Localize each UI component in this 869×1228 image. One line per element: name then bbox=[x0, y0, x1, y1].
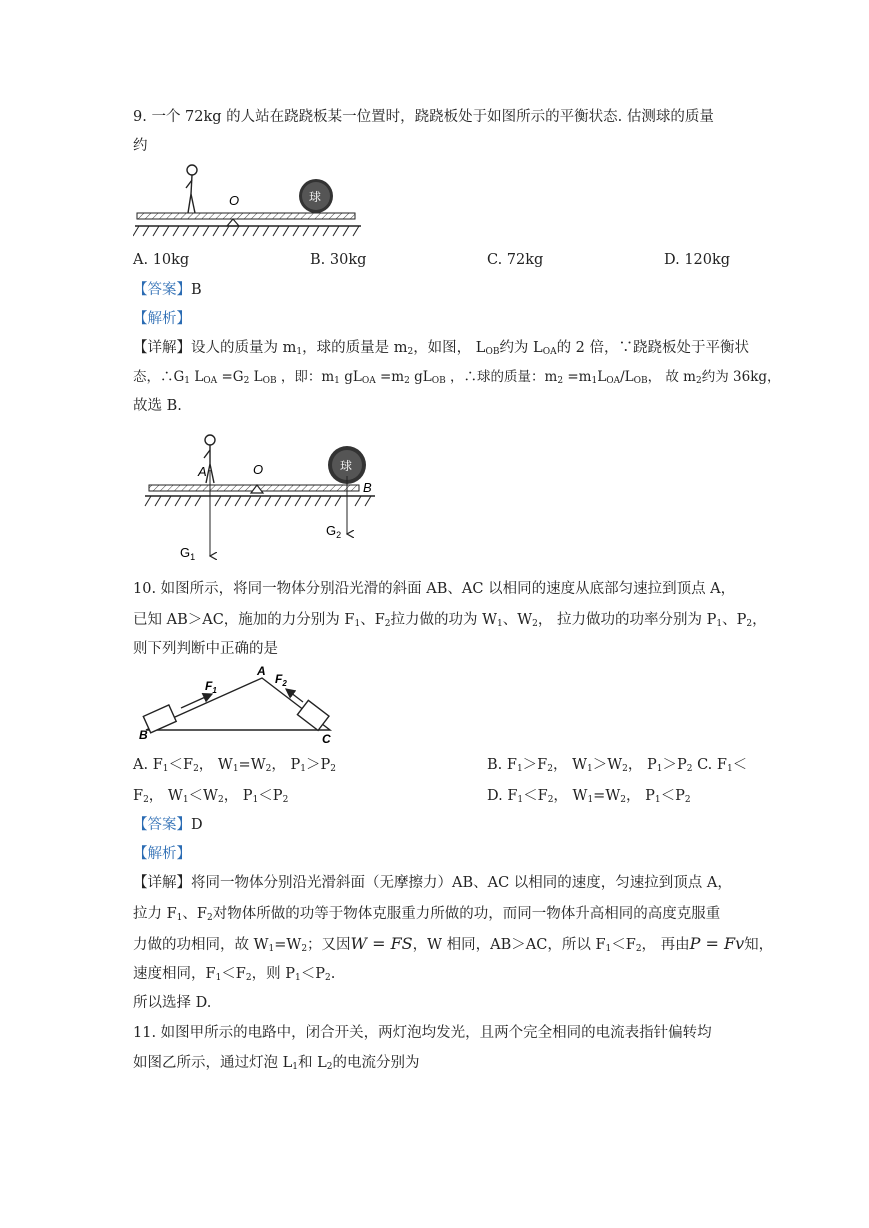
svg-text:球: 球 bbox=[309, 190, 322, 204]
q9-detail-line2: 态，$\therefore G_1$ $L_{OA} =G_2$ $L_{OB}$ ，即：$m_1$ $gL_{OA} =m_2$ $gL_{OB}$ ，∴球的质量：$m_2 =m_1L_{OA}/L_{OB}$， 故 $m_2$约为 36kg， bbox=[133, 369, 781, 386]
q10-detail-line3: 力做的功相同，故 $W_1=W_2$；又因W = FS，W 相同，AB＞AC，所以 $F_1<F_2$， 再由P = Fv知， bbox=[133, 934, 774, 954]
q10-incline-figure bbox=[136, 664, 342, 746]
q10-option-a: A. $F_1<F_2$， $W_1=W_2$， $P_1>P_2$ bbox=[133, 757, 336, 774]
q9-option-a: A. 10kg bbox=[133, 252, 190, 268]
q10-option-c: $F_2$， $W_1<W_2$， $P_1<P_2$ bbox=[133, 788, 289, 805]
pivot-label: O bbox=[229, 193, 240, 208]
q9-option-d: D. 120kg bbox=[664, 252, 731, 268]
q10-answer bbox=[133, 815, 203, 835]
q9-analysis-tag: 【解析】 bbox=[133, 311, 191, 327]
q10-stem-line3: 则下列判断中正确的是 bbox=[133, 641, 278, 657]
q9-detail-line1: 【详解】设人的质量为 $m_1$，球的质量是 $m_2$，如图， $L_{OB}$约为 $L_{OA}$的 2 倍，∵跷跷板处于平衡状 bbox=[133, 340, 750, 357]
answer-tag: 【答案】 bbox=[133, 817, 191, 833]
q10-detail-line4: 速度相同，$F_1<F_2$，则 $P_1<P_2$. bbox=[133, 966, 336, 983]
formula-w-fs: W = FS bbox=[350, 934, 413, 953]
point-b-label: B bbox=[363, 480, 372, 495]
vertex-c-label: C bbox=[322, 732, 331, 746]
q11-stem-line2: 如图乙所示，通过灯泡 $L_1$和 $L_2$的电流分别为 bbox=[133, 1055, 420, 1072]
q9-stem-line1: 9. 一个 72kg 的人站在跷跷板某一位置时，跷跷板处于如图所示的平衡状态. 估测球的质量 bbox=[133, 109, 714, 125]
detail-tag: 【详解】 bbox=[133, 875, 191, 891]
g1-label: $G_1$ bbox=[180, 545, 196, 562]
answer-value: B bbox=[191, 282, 202, 298]
q9-seesaw-figure bbox=[133, 160, 363, 242]
answer-tag: 【答案】 bbox=[133, 282, 191, 298]
q9-option-b: B. 30kg bbox=[310, 252, 367, 268]
g2-label: $G_2$ bbox=[326, 523, 342, 540]
q10-detail-line2: 拉力 $F_1$、$F_2$对物体所做的功等于物体克服重力所做的功，而同一物体升高相同的高度克服重 bbox=[133, 906, 721, 923]
q10-option-b: B. $F_1>F_2$， $W_1>W_2$， $P_1>P_2$ C. $F_1<$ bbox=[487, 757, 748, 774]
q9-option-c: C. 72kg bbox=[487, 252, 544, 268]
detail-tag: 【详解】 bbox=[133, 340, 191, 356]
q9-answer bbox=[133, 280, 202, 300]
svg-text:球: 球 bbox=[340, 459, 353, 473]
pivot-label: O bbox=[253, 462, 264, 477]
vertex-b-label: B bbox=[139, 728, 148, 742]
q11-stem-line1: 11. 如图甲所示的电路中，闭合开关，两灯泡均发光，且两个完全相同的电流表指针偏转均 bbox=[133, 1025, 712, 1041]
f2-arrow bbox=[286, 689, 303, 702]
q9-force-figure bbox=[143, 430, 383, 562]
f1-arrow bbox=[181, 694, 212, 708]
q10-stem-line2: 已知 AB＞AC，施加的力分别为 $F_1$、$F_2$拉力做的功为 $W_1$、$W_2$， 拉力做功的功率分别为 $P_1$、$P_2$， bbox=[133, 612, 767, 629]
answer-value: D bbox=[191, 817, 203, 833]
f2-label: $F_2$ bbox=[275, 672, 287, 688]
stick-person-icon bbox=[186, 165, 197, 213]
q10-detail-line5: 所以选择 D. bbox=[133, 995, 212, 1011]
q9-stem-line2: 约 bbox=[133, 138, 148, 154]
f1-label: $F_1$ bbox=[205, 679, 217, 695]
block-ab bbox=[143, 705, 176, 733]
q10-detail-line1: 【详解】将同一物体分别沿光滑斜面（无摩擦力）AB、AC 以相同的速度，匀速拉到顶点 A， bbox=[133, 875, 732, 891]
q9-detail-line3: 故选 B. bbox=[133, 398, 182, 414]
ball-icon bbox=[299, 179, 333, 213]
q10-option-d: D. $F_1<F_2$， $W_1=W_2$， $P_1<P_2$ bbox=[487, 788, 691, 805]
point-a-label: A bbox=[198, 464, 207, 479]
formula-p-fv: P = Fv bbox=[689, 934, 745, 953]
vertex-a-label: A bbox=[257, 664, 266, 678]
q10-analysis-tag: 【解析】 bbox=[133, 846, 191, 862]
q10-stem-line1: 10. 如图所示，将同一物体分别沿光滑的斜面 AB、AC 以相同的速度从底部匀速拉到顶点 A， bbox=[133, 581, 736, 597]
